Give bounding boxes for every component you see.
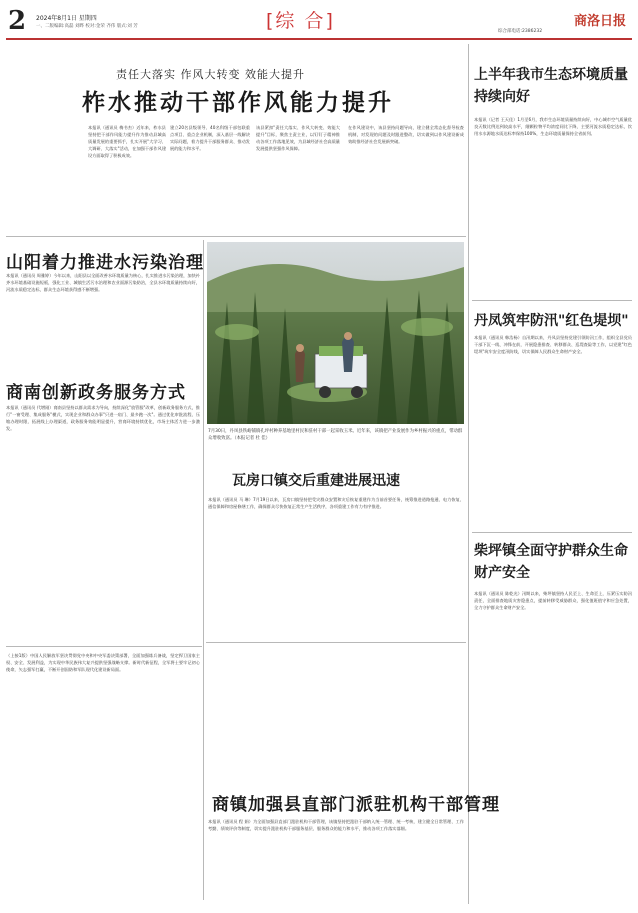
page-number: 2: [8, 6, 27, 36]
section-rule: [6, 646, 202, 647]
editor-line: 一、二版编辑:高磊 刘晔 校对:金荣 齐伟 版式:刘 芳: [36, 24, 138, 29]
column-rule: [468, 44, 469, 904]
lead-text-col1: 本报讯（通讯员 梅书杰）近年来，柞水县坚持把干部作风能力提升作为推动县域高质量发展的重要抓手，扎实开展"大学习、大调研、大落实"活动，在加强干部作风建设方面取得了积极成效。: [88, 125, 166, 159]
shangnan-headline: 商南创新政务服务方式: [6, 383, 186, 403]
chaiping-headline: 柴坪镇全面守护群众生命财产安全: [474, 543, 628, 581]
ecology-headline: 上半年我市生态环境质量持续向好: [474, 67, 628, 105]
column-rule: [203, 240, 204, 900]
shangnan-text: 本报讯（通讯员 代增刚）商南县坚持以群众需求为导向，持续深化"放管服"改革，创新政务服务方式，推行"一窗受理、集成服务"模式，实现企业和群众办事"只进一扇门、最多跑一次"。通过优化审批流程、压缩办理时限、拓展线上办理渠道，政务服务效能明显提升，营商环境持续优化，市场主体活力进一步激发。: [6, 405, 200, 432]
lead-text-col4: 在作风建设中，该县坚持问题导向，建立健全常态化督导检查机制，对发现的问题及时跟进整改，切实做到以作风建设新成效助推经济社会发展新突破。: [348, 125, 464, 145]
section-rule: [6, 236, 466, 237]
section-rule: [206, 642, 466, 643]
ecology-text: 本报讯（记者 王天佳）1月至6月，我市生态环境质量持续向好，中心城市空气质量优良天数比例达到较高水平，细颗粒物平均浓度同比下降，主要河流水质稳定达标，饮用水水源地水质达标率保持100%，生态环境质量保持全省前列。: [474, 117, 632, 137]
field-harvest-photo: [207, 242, 464, 424]
date-line: 2024年8月1日 星期四: [36, 15, 97, 22]
danfeng-text: 本报讯（通讯员 韩浩杨）自汛期以来，丹凤县坚持党建引领防汛工作，组织全县党员干部下沉一线、冲锋在前，开展隐患排查、转移群众、巡堤查险等工作，以党建"红色堤坝"筑牢安全度汛防线，切实保障人民群众生命财产安全。: [474, 335, 632, 355]
chaiping-text: 本报讯（通讯员 陈乾光）汛期以来，柴坪镇坚持人民至上、生命至上，压紧压实防汛责任，全面排查地质灾害隐患点，提前转移受威胁群众，强化值班值守和应急处置，全力守护群众生命财产安全。: [474, 591, 632, 611]
danfeng-headline: 丹凤筑牢防汛"红色堤坝": [474, 313, 629, 329]
lead-text-col3: 该县紧扣"责任大落实、作风大转变、效能大提升"目标，聚焦主责主业，以钉钉子精神推动各项工作落地见效，为县域经济社会高质量发展提供坚强作风保障。: [256, 125, 340, 152]
header-rule: [6, 38, 632, 40]
lead-headline: 柞水推动干部作风能力提升: [82, 89, 394, 116]
shangzhou-headline: 商镇加强县直部门派驻机构干部管理: [212, 795, 500, 815]
section-rule: [472, 300, 632, 301]
header-meta: 综合部电话:2386232: [498, 29, 543, 34]
lead-text-col2: 建立20名县级领导、40名科级干部包联重点项目、重点企业机制，深入基层一线解决实际问题，着力提升干部服务群众、推动发展的能力和水平。: [170, 125, 250, 152]
newspaper-logo: 商洛日报: [574, 14, 627, 29]
section-title: [综 合]: [266, 10, 335, 32]
news-photo: [207, 242, 464, 424]
shanyang-text: 本报讯（通讯员 周雅婷）今年以来，山阳县以全面改善水环境质量为核心，扎实推进水污染治理，加快补齐水环境基础设施短板，强化工业、城镇生活污水治理和农业面源污染防治，全县水环境质量持续向好，河流水质稳定达标，群众生态环境获得感不断增强。: [6, 273, 200, 293]
photo-caption: 7月30日，丹凤县铁峪铺镇孔坪村种养基地里村民和驻村干部一起采收玉米。近年来，该镇把产业发展作为乡村振兴的重点，带动群众增收致富。（本报记者 杜 佳）: [208, 429, 463, 441]
section-rule: [472, 532, 632, 533]
shangzhou-text: 本报讯（通讯员 程 娟）为全面加强县直部门派驻机构干部管理，该镇坚持把派驻干部纳入统一管理、统一考核，建立健全日常管理、工作考勤、绩效评价等制度，切实提升派驻机构干部服务基层、服务群众的能力和水平，推动各项工作落实落细。: [208, 819, 464, 832]
shanyang-headline: 山阳着力推进水污染治理: [6, 253, 204, 273]
wafang-text: 本报讯（通讯员 马 琳）7月19日以来，瓦房口镇坚持把受灾群众安置和灾后恢复重建作为当前首要任务，统筹推进道路抢通、电力恢复、通信保障和房屋修缮工作，确保群众尽快恢复正常生产生活秩序，各项重建工作有力有序推进。: [208, 497, 464, 510]
wafang-headline: 瓦房口镇交后重建进展迅速: [232, 473, 400, 489]
lead-kicker: 责任大落实 作风大转变 效能大提升: [116, 68, 305, 81]
lead-continued-text: （上接1版）中国人民解放军坚决贯彻党中央和中央军委决策部署，全面加强练兵备战，坚定捍卫国家主权、安全、发展利益，为实现中华民族伟大复兴提供坚强战略支撑。新时代新征程，全军将士要牢记初心使命，矢志强军打赢，不断开创国防和军队现代化建设新局面。: [6, 653, 200, 673]
